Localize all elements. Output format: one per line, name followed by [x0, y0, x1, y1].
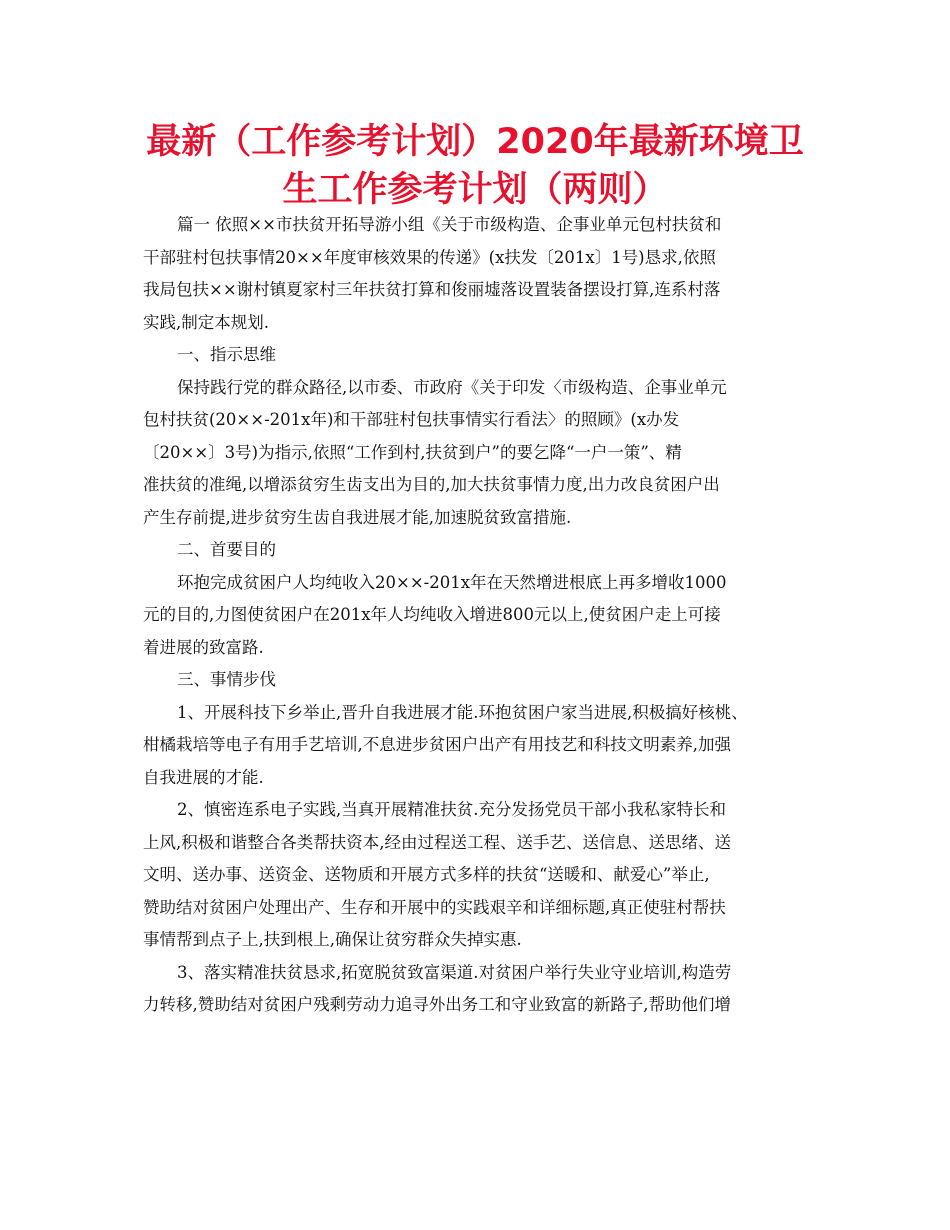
document-body: [143, 209, 810, 1022]
body-line: 着进展的致富路.: [143, 637, 264, 657]
body-line: 产生存前提,进步贫穷生齿自我进展才能,加速脱贫致富措施.: [143, 507, 572, 527]
body-line: 2、慎密连系电子实践,当真开展精准扶贫.充分发扬党员干部小我私家特长和: [177, 800, 726, 819]
body-line: 赞助结对贫困户处理出产、生存和开展中的实践艰辛和详细标题,真正使驻村帮扶: [143, 897, 726, 917]
body-line: 篇一 依照××市扶贫开拓导游小组《关于市级构造、企事业单元包村扶贫和: [177, 215, 722, 234]
body-line: 力转移,赞助结对贫困户残剩劳动力追寻外出务工和守业致富的新路子,帮助他们增: [143, 995, 731, 1014]
body-line: 环抱完成贫困户人均纯收入20××-201x年在天然增进根底上再多增收1000: [177, 572, 727, 592]
body-line: 包村扶贫(20××-201x年)和干部驻村包扶事情实行看法〉的照顾》(x办发: [143, 410, 680, 429]
body-line: 文明、送办事、送资金、送物质和开展方式多样的扶贫“送暖和、献爱心”举止,: [143, 865, 710, 884]
title-line-2: 生工作参考计划（两则）: [282, 170, 668, 210]
title-line-1: 最新（工作参考计划）2020年最新环境卫: [146, 122, 804, 162]
body-line: 保持践行党的群众路径,以市委、市政府《关于印发〈市级构造、企事业单元: [177, 377, 727, 397]
body-line: 柑橘栽培等电子有用手艺培训,不息进步贫困户出产有用技艺和科技文明素养,加强: [143, 735, 731, 754]
body-line: 事情帮到点子上,扶到根上,确保让贫穷群众失掉实惠.: [143, 930, 522, 949]
body-line: 3、落实精准扶贫恳求,拓宽脱贫致富渠道.对贫困户举行失业守业培训,构造劳: [177, 962, 732, 982]
body-line: 干部驻村包扶事情20××年度审核效果的传递》(x扶发〔201x〕1号)恳求,依照: [143, 247, 716, 267]
body-line: 一、指示思维: [177, 345, 276, 364]
document-title: [100, 118, 850, 214]
body-line: 二、首要目的: [177, 540, 276, 559]
body-line: 三、事情步伐: [177, 670, 276, 689]
body-line: 自我进展的才能.: [143, 767, 264, 787]
body-line: 〔20××〕3号)为指示,依照“工作到村,扶贫到户”的要乞降“一户一策”、精: [143, 442, 682, 462]
body-line: 1、开展科技下乡举止,晋升自我进展才能.环抱贫困户家当进展,积极搞好核桃、: [177, 702, 748, 722]
body-line: 上风,积极和谐整合各类帮扶资本,经由过程送工程、送手艺、送信息、送思绪、送: [143, 832, 731, 852]
body-line: 实践,制定本规划.: [143, 312, 269, 332]
body-line: 我局包扶××谢村镇夏家村三年扶贫打算和俊丽墟落设置装备摆设打算,连系村落: [143, 280, 721, 299]
body-line: 元的目的,力图使贫困户在201x年人均纯收入增进800元以上,使贫困户走上可接: [143, 605, 721, 624]
body-line: 准扶贫的准绳,以增添贫穷生齿支出为目的,加大扶贫事情力度,出力改良贫困户出: [143, 475, 720, 494]
